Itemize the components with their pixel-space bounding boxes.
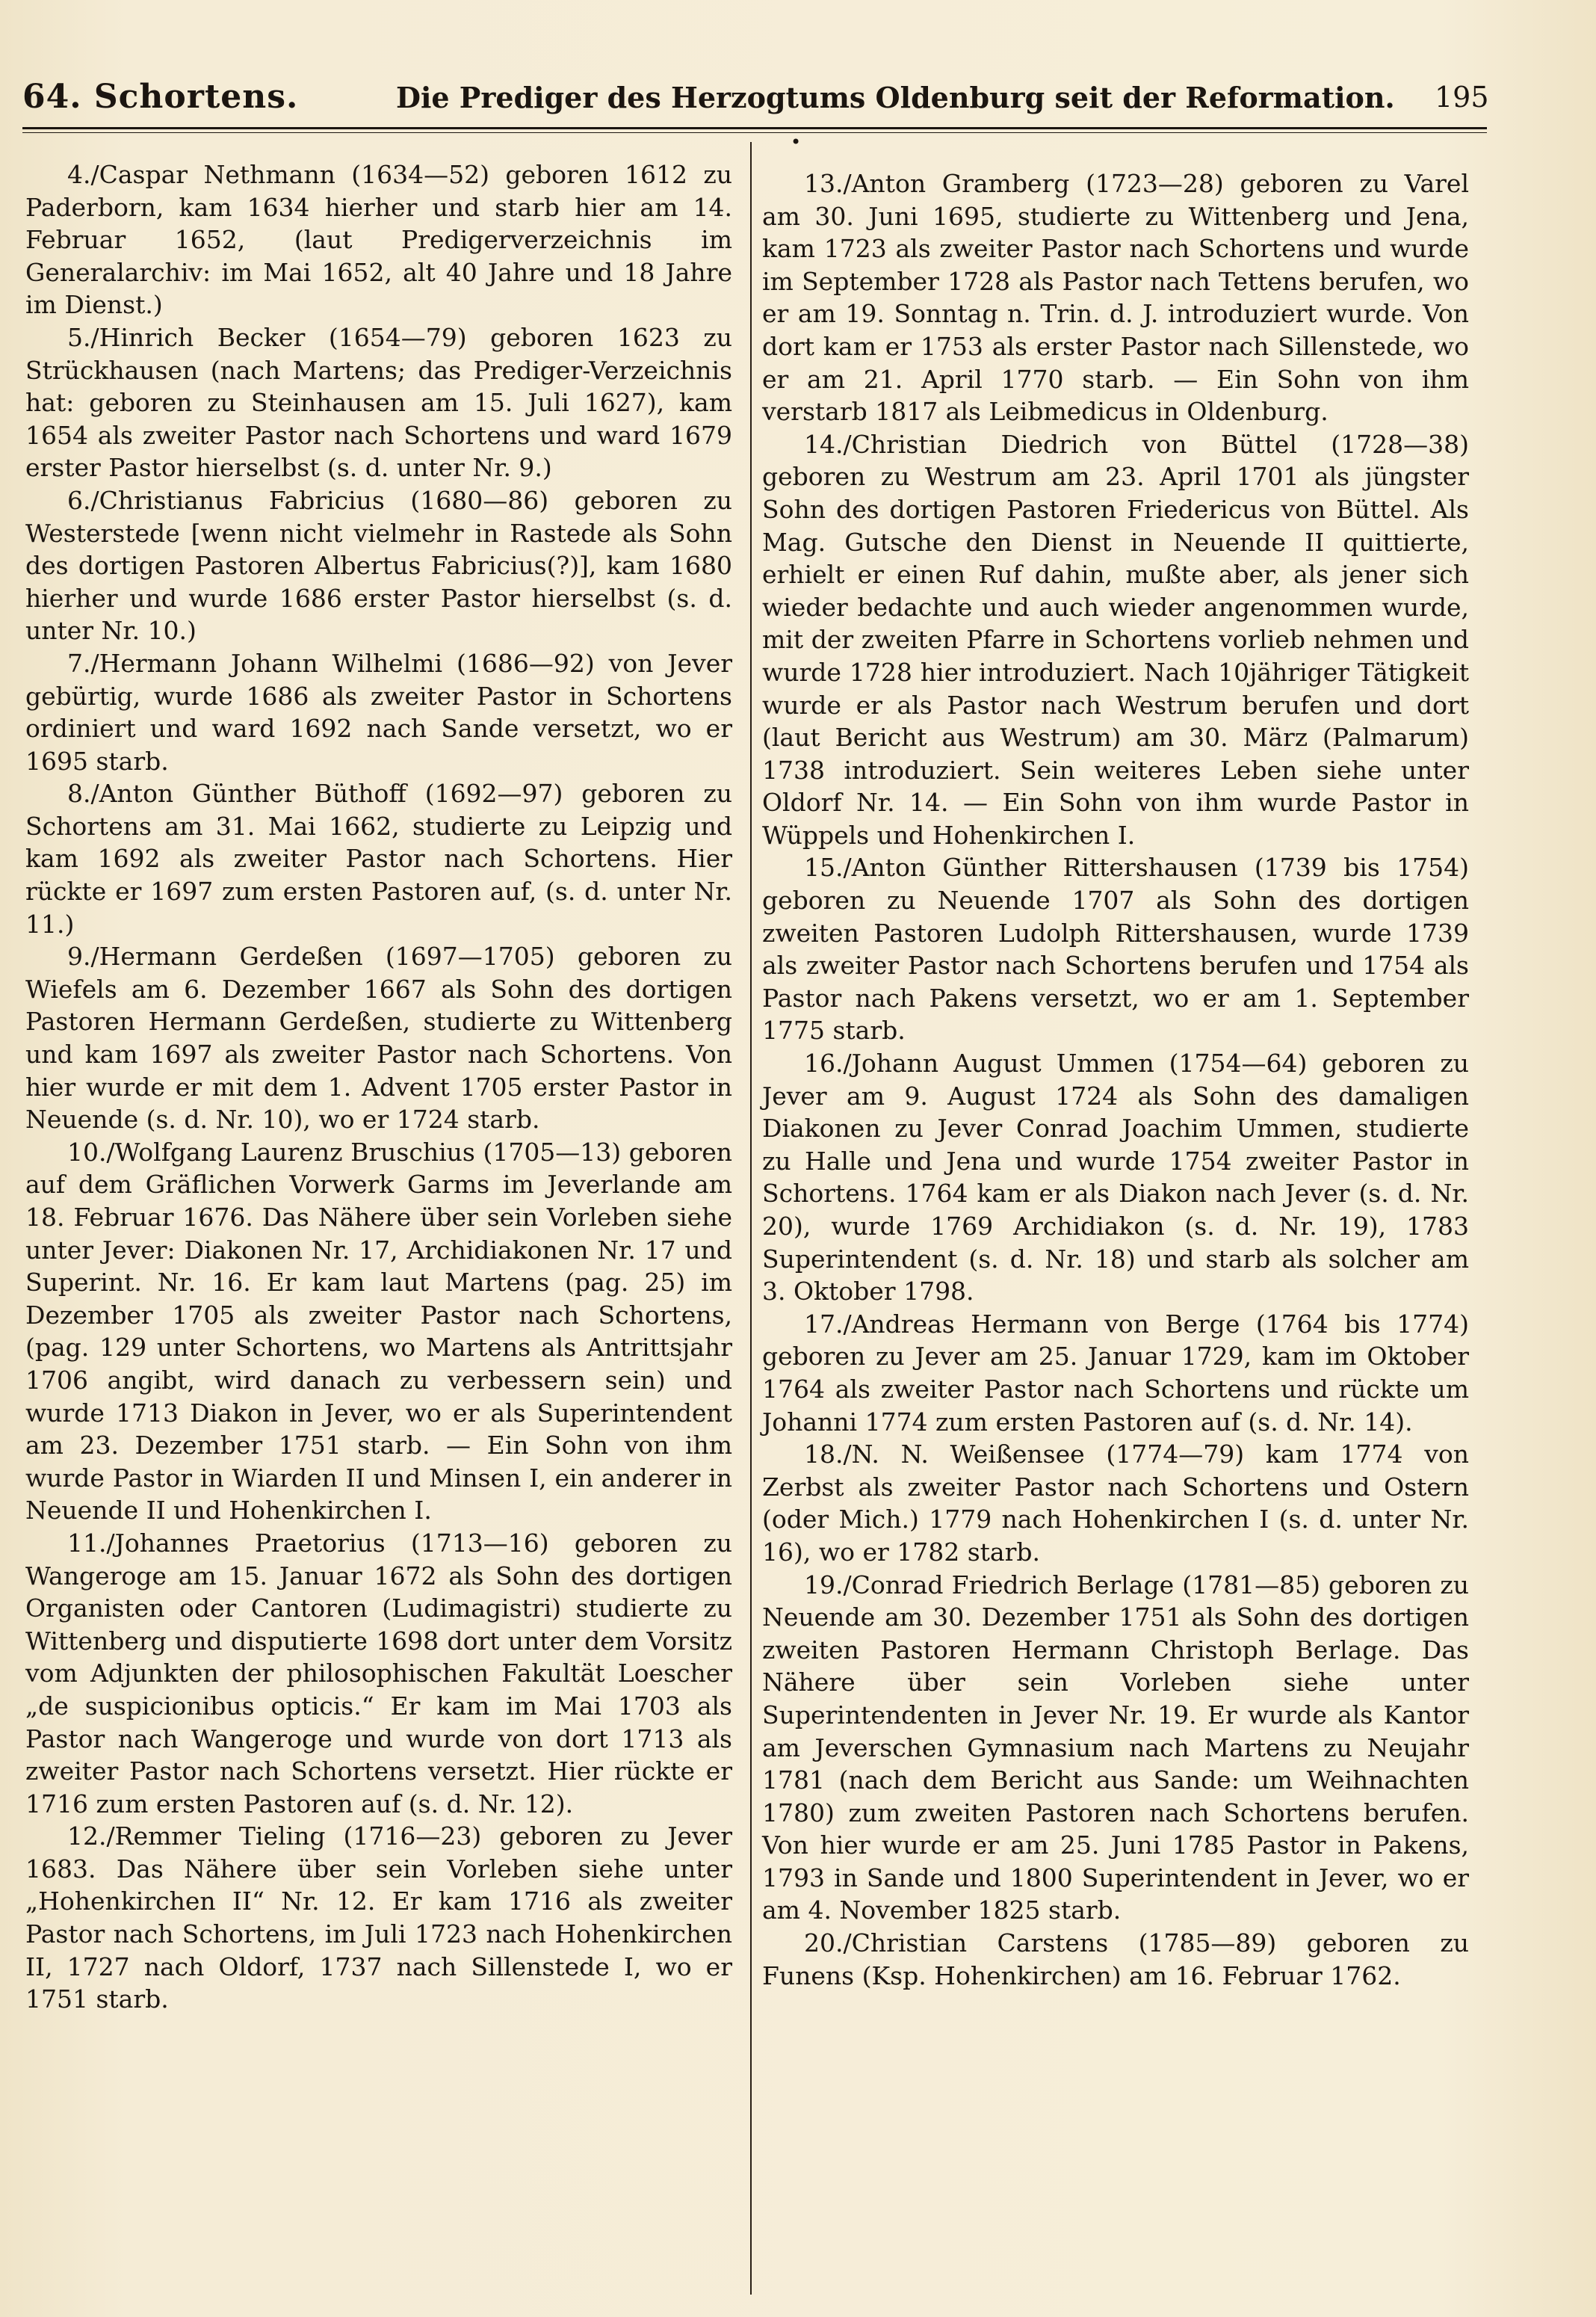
entry-12: 12./Remmer Tieling (1716—23) geboren zu Jever 1683. Das Nähere über sein Vorleben siehe unter „Hohenkirchen II“ Nr. 12. Er kam 1716 als zweiter Pastor nach Schortens, im Juli 1723 nach Hohenkirchen II, 1727 nach Oldorf, 1737 nach Sillenstede I, wo er 1751 starb.: [25, 1821, 732, 2014]
page-header: [22, 72, 1487, 124]
entry-8: 8./Anton Günther Büthoff (1692—97) geboren zu Schortens am 31. Mai 1662, studierte zu Leipzig und kam 1692 als zweiter Pastor nach Schortens. Hier rückte er 1697 zum ersten Pastoren auf, (s. d. unter Nr. 11.): [25, 779, 732, 939]
entry-6: 6./Christianus Fabricius (1680—86) geboren zu Westerstede [wenn nicht vielmehr in Rastede als Sohn des dortigen Pastoren Albertus Fabricius(?)], kam 1680 hierher und wurde 1686 erster Pastor hierselbst (s. d. unter Nr. 10.): [25, 485, 732, 646]
entry-5: 5./Hinrich Becker (1654—79) geboren 1623 zu Strückhausen (nach Martens; das Prediger-Verzeichnis hat: geboren zu Steinhausen am 15. Juli 1627), kam 1654 als zweiter Pastor nach Schortens und ward 1679 erster Pastor hierselbst (s. d. unter Nr. 9.): [25, 322, 732, 483]
bullet-mark: •: [791, 132, 802, 152]
entry-16: 16./Johann August Ummen (1754—64) geboren zu Jever am 9. August 1724 als Sohn des damaligen Diakonen zu Jever Conrad Joachim Ummen, studierte zu Halle und Jena und wurde 1754 zweiter Pastor in Schortens. 1764 kam er als Diakon nach Jever (s. d. Nr. 20), wurde 1769 Archidiakon (s. d. Nr. 19), 1783 Superintendent (s. d. Nr. 18) und starb als solcher am 3. Oktober 1798.: [762, 1049, 1469, 1306]
header-rule-thick: [22, 127, 1487, 129]
entry-11: 11./Johannes Praetorius (1713—16) geboren zu Wangeroge am 15. Januar 1672 als Sohn des dortigen Organisten oder Cantoren (Ludimagistri) studierte zu Wittenberg und disputierte 1698 dort unter dem Vorsitz vom Adjunkten der philosophischen Fakultät Loescher „de suspicionibus opticis.“ Er kam im Mai 1703 als Pastor nach Wangeroge und wurde von dort 1713 als zweiter Pastor nach Schortens versetzt. Hier rückte er 1716 zum ersten Pastoren auf (s. d. Nr. 12).: [25, 1528, 732, 1818]
entry-10: 10./Wolfgang Laurenz Bruschius (1705—13) geboren auf dem Gräflichen Vorwerk Garms im Jeverlande am 18. Februar 1676. Das Nähere über sein Vorleben siehe unter Jever: Diakonen Nr. 17, Archidiakonen Nr. 17 und Superint. Nr. 16. Er kam laut Martens (pag. 25) im Dezember 1705 als zweiter Pastor nach Schortens, (pag. 129 unter Schortens, wo Martens als Antrittsjahr 1706 angibt, wird danach zu verbessern sein) und wurde 1713 Diakon in Jever, wo er als Superintendent am 23. Dezember 1751 starb. — Ein Sohn von ihm wurde Pastor in Wiarden II und Minsen I, ein anderer in Neuende II und Hohenkirchen I.: [25, 1137, 732, 1525]
entry-18: 18./N. N. Weißensee (1774—79) kam 1774 von Zerbst als zweiter Pastor nach Schortens und Ostern (oder Mich.) 1779 nach Hohenkirchen I (s. d. unter Nr. 16), wo er 1782 starb.: [762, 1440, 1469, 1567]
entry-9: 9./Hermann Gerdeßen (1697—1705) geboren zu Wiefels am 6. Dezember 1667 als Sohn des dortigen Pastoren Hermann Gerdeßen, studierte zu Wittenberg und kam 1697 als zweiter Pastor nach Schortens. Von hier wurde er mit dem 1. Advent 1705 erster Pastor in Neuende (s. d. Nr. 10), wo er 1724 starb.: [25, 942, 732, 1135]
page-number: 195: [1435, 81, 1489, 114]
entry-15: 15./Anton Günther Rittershausen (1739 bis 1754) geboren zu Neuende 1707 als Sohn des dortigen zweiten Pastoren Ludolph Rittershausen, wurde 1739 als zweiter Pastor nach Schortens berufen und 1754 als Pastor nach Pakens versetzt, wo er am 1. September 1775 starb.: [762, 853, 1469, 1046]
left-column: [25, 158, 732, 2016]
running-title: Die Prediger des Herzogtums Oldenburg seit der Reformation.: [396, 81, 1395, 114]
entry-17: 17./Andreas Hermann von Berge (1764 bis 1774) geboren zu Jever am 25. Januar 1729, kam im Oktober 1764 als zweiter Pastor nach Schortens und rückte um Johanni 1774 zum ersten Pastoren auf (s. d. Nr. 14).: [762, 1309, 1469, 1437]
entry-14: 14./Christian Diedrich von Büttel (1728—38) geboren zu Westrum am 23. April 1701 als jüngster Sohn des dortigen Pastoren Friedericus von Büttel. Als Mag. Gutsche den Dienst in Neuende II quittierte, erhielt er einen Ruf dahin, mußte aber, als jener sich wieder bedachte und auch wieder angenommen wurde, mit der zweiten Pfarre in Schortens vorlieb nehmen und wurde 1728 hier introduziert. Nach 10jähriger Tätigkeit wurde er als Pastor nach Westrum berufen und dort (laut Bericht aus Westrum) am 30. März (Palmarum) 1738 introduziert. Sein weiteres Leben siehe unter Oldorf Nr. 14. — Ein Sohn von ihm wurde Pastor in Wüppels und Hohenkirchen I.: [762, 429, 1469, 850]
entry-13: 13./Anton Gramberg (1723—28) geboren zu Varel am 30. Juni 1695, studierte zu Wittenberg und Jena, kam 1723 als zweiter Pastor nach Schortens und wurde im September 1728 als Pastor nach Tettens berufen, wo er am 19. Sonntag n. Trin. d. J. introduziert wurde. Von dort kam er 1753 als erster Pastor nach Sillenstede, wo er am 21. April 1770 starb. — Ein Sohn von ihm verstarb 1817 als Leibmedicus in Oldenburg.: [762, 169, 1469, 427]
entry-20: 20./Christian Carstens (1785—89) geboren zu Funens (Ksp. Hohenkirchen) am 16. Februar 1762.: [762, 1928, 1469, 1990]
section-heading: 64. Schortens.: [22, 78, 299, 116]
entry-7: 7./Hermann Johann Wilhelmi (1686—92) von Jever gebürtig, wurde 1686 als zweiter Pastor in Schortens ordiniert und ward 1692 nach Sande versetzt, wo er 1695 starb.: [25, 648, 732, 776]
entry-19: 19./Conrad Friedrich Berlage (1781—85) geboren zu Neuende am 30. Dezember 1751 als Sohn des dortigen zweiten Pastoren Hermann Christoph Berlage. Das Nähere über sein Vorleben siehe unter Superintendenten in Jever Nr. 19. Er wurde als Kantor am Jeverschen Gymnasium nach Martens zu Neujahr 1781 (nach dem Bericht aus Sande: um Weihnachten 1780) zum zweiten Pastoren nach Schortens berufen. Von hier wurde er am 25. Juni 1785 Pastor in Pakens, 1793 in Sande und 1800 Superintendent in Jever, wo er am 4. November 1825 starb.: [762, 1570, 1469, 1925]
column-divider: [750, 142, 752, 2295]
header-rule-thin: [22, 132, 1487, 133]
entry-4: 4./Caspar Nethmann (1634—52) geboren 1612 zu Paderborn, kam 1634 hierher und starb hier am 14. Februar 1652, (laut Predigerverzeichnis im Generalarchiv: im Mai 1652, alt 40 Jahre und 18 Jahre im Dienst.): [25, 160, 732, 320]
right-column: [762, 167, 1469, 1992]
